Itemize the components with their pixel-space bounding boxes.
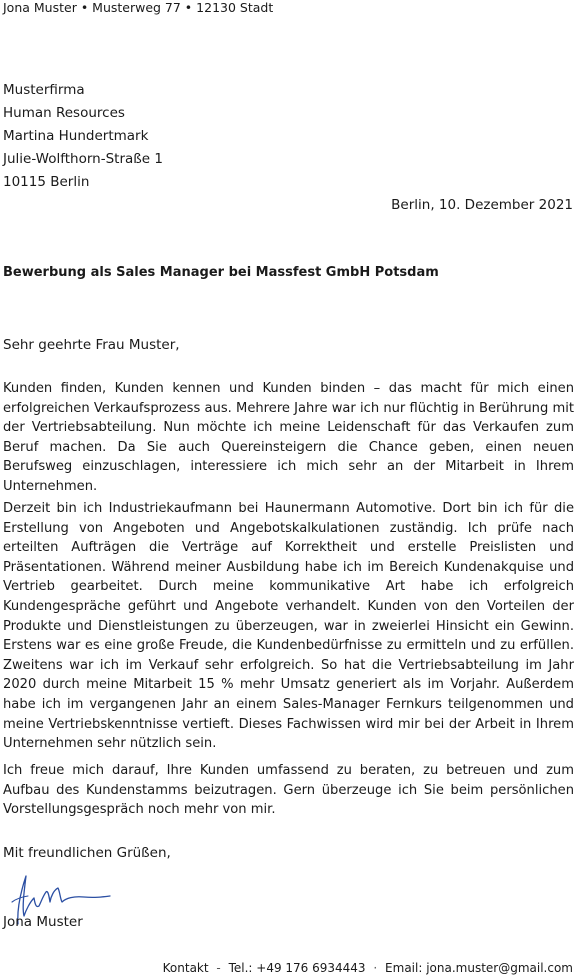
letter-subject: Bewerbung als Sales Manager bei Massfest GmbH Potsdam <box>3 265 439 280</box>
body-paragraph-1: Kunden finden, Kunden kennen und Kunden binden – das macht für mich einen erfolgreichen Verkaufsprozess aus. Mehrere Jahre war ich nur flüchtig in Berührung mit der Vertriebsabteilung. Nun möchte ich meine Leidenschaft für das Verkaufen zum Beruf machen. Da Sie auch Quereinsteigern die Chance geben, einen neuen Berufsweg einzuschlagen, interessiere ich mich sehr an der Mitarbeit in Ihrem Unternehmen. <box>3 381 574 494</box>
closing-phrase: Mit freundlichen Grüßen, <box>3 845 171 861</box>
footer-email[interactable]: Email: jona.muster@gmail.com <box>385 961 573 975</box>
letter-date: Berlin, 10. Dezember 2021 <box>391 197 573 213</box>
footer-separator: · <box>373 961 378 975</box>
recipient-address-block <box>3 79 163 194</box>
signer-name: Jona Muster <box>3 914 83 930</box>
body-paragraph-3: Ich freue mich darauf, Ihre Kunden umfassend zu beraten, zu betreuen und zum Aufbau des Kundenstamms beizutragen. Gern überzeuge ich Sie beim persönlichen Vorstellungsgespräch noch mehr von mir. <box>3 763 574 818</box>
recipient-street: Julie-Wolfthorn-Straße 1 <box>3 151 163 167</box>
body-paragraph-2: Derzeit bin ich Industriekaufmann bei Haunermann Automotive. Dort bin ich für die Erstellung von Angeboten und Angebotskalkulationen zuständig. Ich prüfe nach erteilten Aufträgen die Verträge auf Korrektheit und erstelle Preislisten und Präsentationen. Während meiner Ausbildung habe ich im Bereich Kundenakquise und Vertrieb gearbeitet. Durch meine kommunikative Art habe ich erfolgreich Kundengespräche geführt und Angebote verhandelt. Kunden von den Vorteilen der Produkte und Dienstleistungen zu überzeugen, war in zweierlei Hinsicht ein Gewinn. Erstens war es eine große Freude, die Kundenbedürfnisse zu ermitteln und zu erfüllen. Zweitens war ich im Verkauf sehr erfolgreich. So hat die Vertriebsabteilung im Jahr 2020 durch meine Mitarbeit 15 % mehr Umsatz generiert als im Vorjahr. Außerdem habe ich im vergangenen Jahr an einem Sales-Manager Fernkurs teilgenommen und meine Vertriebskenntnisse vertieft. Dieses Fachwissen wird mir bei der Arbeit in Ihrem Unternehmen sehr nützlich sein. <box>3 501 574 752</box>
footer-contact <box>163 960 573 976</box>
footer-separator: - <box>216 961 221 975</box>
salutation: Sehr geehrte Frau Muster, <box>3 337 180 353</box>
sender-address-line: Jona Muster • Musterweg 77 • 12130 Stadt <box>3 0 274 15</box>
recipient-company: Musterfirma <box>3 82 85 98</box>
recipient-city: 10115 Berlin <box>3 174 90 190</box>
footer-phone[interactable]: Tel.: +49 176 6934443 <box>228 961 366 975</box>
recipient-department: Human Resources <box>3 105 125 121</box>
recipient-contact: Martina Hundertmark <box>3 128 149 144</box>
footer-contact-label: Kontakt <box>162 961 209 975</box>
